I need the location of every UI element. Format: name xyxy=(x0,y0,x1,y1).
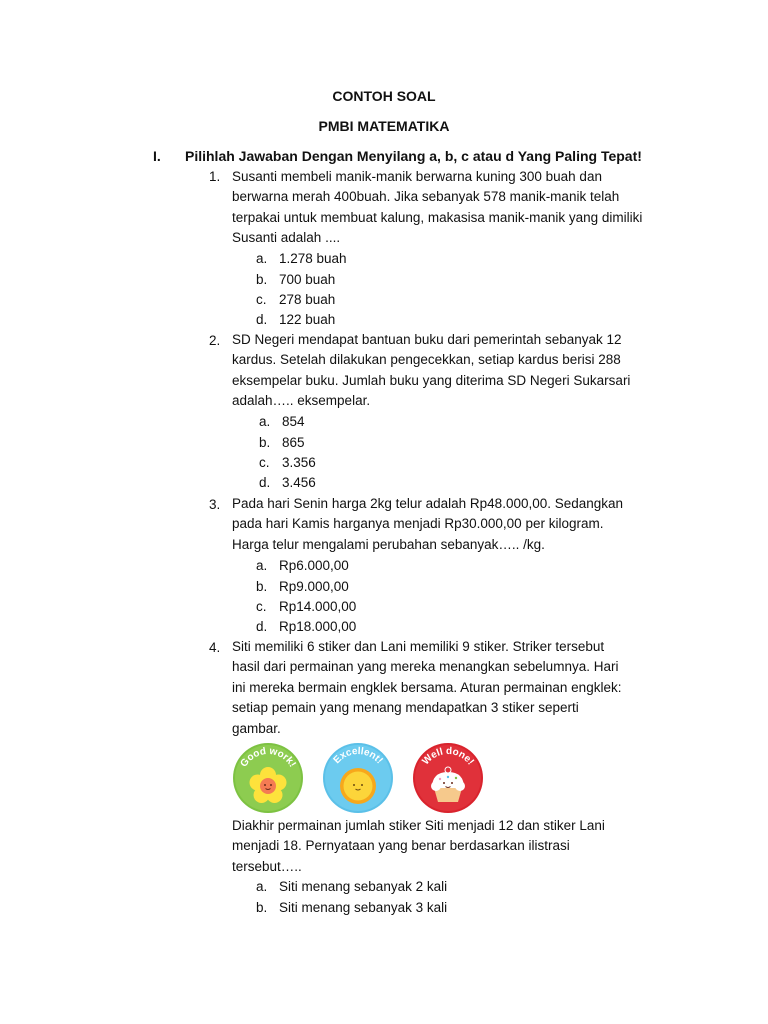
option-letter: a. xyxy=(256,251,268,266)
option-letter: b. xyxy=(259,435,271,450)
question-text-line: kardus. Setelah dilakukan pengecekkan, setiap kardus berisi 288 xyxy=(232,352,621,367)
option-text: 122 buah xyxy=(279,312,336,327)
question-text-line: eksempelar buku. Jumlah buku yang diterima SD Negeri Sukarsari xyxy=(232,373,631,388)
question-text-line: tersebut….. xyxy=(232,859,302,874)
option-text: Siti menang sebanyak 3 kali xyxy=(279,900,448,915)
option-text: 3.456 xyxy=(282,475,316,490)
question-text-line: setiap pemain yang menang mendapatkan 3 stiker seperti xyxy=(232,700,579,715)
option-letter: a. xyxy=(256,558,268,573)
question-text-line: Susanti membeli manik-manik berwarna kuning 300 buah dan xyxy=(232,169,602,184)
option-text: Rp9.000,00 xyxy=(279,579,349,594)
flower-sticker-icon xyxy=(232,742,304,814)
option-letter: a. xyxy=(256,879,268,894)
question-text-line: SD Negeri mendapat bantuan buku dari pemerintah sebanyak 12 xyxy=(232,332,622,347)
option-letter: a. xyxy=(259,414,271,429)
question-text-line: Siti memiliki 6 stiker dan Lani memiliki 9 stiker. Striker tersebut xyxy=(232,639,605,654)
option-text: 865 xyxy=(282,435,305,450)
option-letter: d. xyxy=(256,619,268,634)
question-text-line: hasil dari permainan yang mereka menangkan sebelumnya. Hari xyxy=(232,659,619,674)
sun-sticker-icon xyxy=(322,742,394,814)
option-letter: b. xyxy=(256,272,268,287)
question-text-line: Diakhir permainan jumlah stiker Siti menjadi 12 dan stiker Lani xyxy=(232,818,605,833)
question-text-line: pada hari Kamis harganya menjadi Rp30.000,00 per kilogram. xyxy=(232,516,604,531)
option-letter: b. xyxy=(256,579,268,594)
question-text-line: Susanti adalah .... xyxy=(232,230,341,245)
cupcake-sticker-icon xyxy=(412,742,484,814)
option-text: 700 buah xyxy=(279,272,336,287)
option-letter: b. xyxy=(256,900,268,915)
question-text-line: Harga telur mengalami perubahan sebanyak….. /kg. xyxy=(232,537,545,552)
question-number: 3. xyxy=(209,497,221,512)
option-text: 3.356 xyxy=(282,455,316,470)
page-subtitle: PMBI MATEMATIKA xyxy=(318,118,450,134)
sticker-label: Excellent! xyxy=(331,745,385,767)
question-text-line: ini mereka bermain engklek bersama. Aturan permainan engklek: xyxy=(232,680,622,695)
option-text: Rp14.000,00 xyxy=(279,599,357,614)
option-text: 1.278 buah xyxy=(279,251,347,266)
sticker-label: Well done! xyxy=(420,745,476,768)
sticker-label: Good work! xyxy=(238,745,298,770)
question-text-line: terpakai untuk membuat kalung, makasisa manik-manik yang dimiliki xyxy=(232,210,643,225)
option-letter: c. xyxy=(256,292,267,307)
section-instruction: Pilihlah Jawaban Dengan Menyilang a, b, c atau d Yang Paling Tepat! xyxy=(185,148,642,164)
question-text-line: gambar. xyxy=(232,721,281,736)
option-letter: c. xyxy=(259,455,270,470)
question-number: 4. xyxy=(209,640,221,655)
question-text-line: Pada hari Senin harga 2kg telur adalah Rp48.000,00. Sedangkan xyxy=(232,496,624,511)
option-text: Siti menang sebanyak 2 kali xyxy=(279,879,448,894)
page-title: CONTOH SOAL xyxy=(332,88,436,104)
option-letter: d. xyxy=(259,475,271,490)
question-text-line: adalah….. eksempelar. xyxy=(232,393,371,408)
option-letter: d. xyxy=(256,312,268,327)
question-text-line: menjadi 18. Pernyataan yang benar berdasarkan ilistrasi xyxy=(232,838,570,853)
question-number: 2. xyxy=(209,333,221,348)
option-letter: c. xyxy=(256,599,267,614)
question-number: 1. xyxy=(209,169,221,184)
option-text: Rp18.000,00 xyxy=(279,619,357,634)
option-text: 278 buah xyxy=(279,292,336,307)
question-text-line: berwarna merah 400buah. Jika sebanyak 578 manik-manik telah xyxy=(232,189,620,204)
option-text: Rp6.000,00 xyxy=(279,558,349,573)
sticker-illustration xyxy=(232,742,492,814)
section-number: I. xyxy=(153,148,161,164)
option-text: 854 xyxy=(282,414,305,429)
